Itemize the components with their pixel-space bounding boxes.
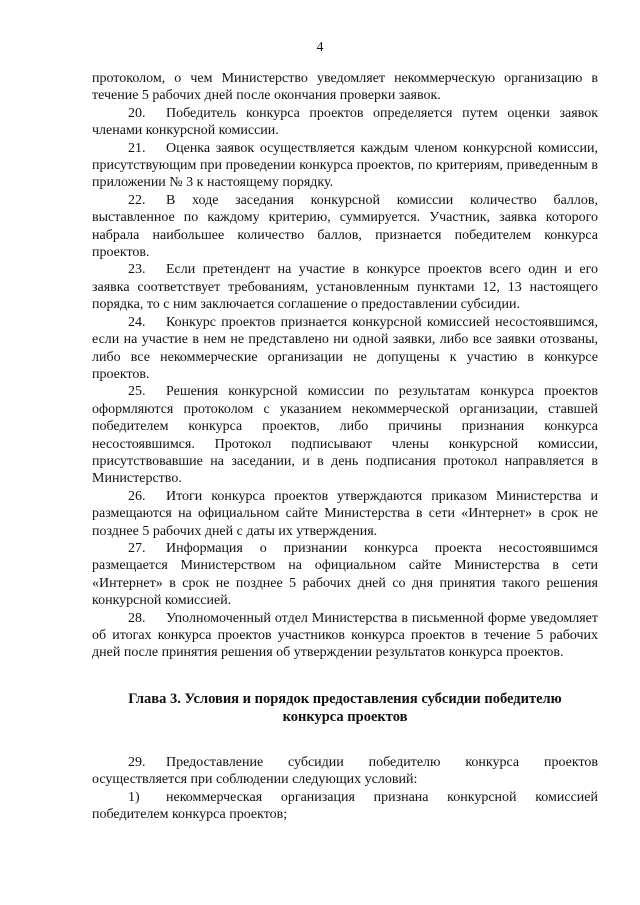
paragraph [92, 140, 598, 192]
paragraph [92, 540, 598, 610]
paragraphs-before-heading [92, 70, 598, 662]
paragraph [92, 314, 598, 384]
paragraph-text: некоммерческая организация признана конкурсной комиссией победителем конкурса проектов; [92, 789, 598, 823]
paragraph [92, 105, 598, 140]
paragraph-number: 25. [128, 384, 146, 400]
paragraph-text: Конкурс проектов признается конкурсной комиссией несостоявшимся, если на участие в нем не представлено ни одной заявки, либо все заявки отозваны, либо все некоммерческие организации не допущены к участию в конкурсе проектов. [92, 314, 598, 382]
paragraph [92, 789, 598, 824]
paragraph [92, 610, 598, 662]
paragraph-text: Информация о признании конкурса проекта несостоявшимся размещается Министерством на официальном сайте Министерства в сети «Интернет» в срок не позднее 5 рабочих дней со дня принятия такого решения конкурсной комиссией. [92, 540, 598, 609]
paragraph-number: 29. [128, 754, 146, 770]
paragraph-text: протоколом, о чем Министерство уведомляет некоммерческую организацию в течение 5 рабочих дней после окончания проверки заявок. [92, 71, 598, 104]
paragraph [92, 754, 598, 789]
paragraphs-after-heading [92, 754, 598, 824]
paragraph-number: 21. [128, 140, 146, 156]
page-number: 4 [316, 40, 324, 55]
paragraph-text: Если претендент на участие в конкурсе проектов всего один и его заявка соответствует требованиям, установленным пунктами 12, 13 настоящего порядка, то с ним заключается соглашение о предоставлении субсидии. [92, 262, 598, 313]
chapter-heading [92, 690, 598, 726]
chapter-heading-line-1: Глава 3. Условия и порядок предоставления субсидии победителю [128, 690, 562, 707]
paragraph-text: Оценка заявок осуществляется каждым членом конкурсной комиссии, присутствующим при проведении конкурса проектов, по критериям, приведенным в приложении № 3 к настоящему порядку. [92, 140, 598, 191]
paragraph-number: 27. [128, 540, 146, 556]
paragraph-number: 23. [128, 262, 146, 278]
paragraph-text: Решения конкурсной комиссии по результатам конкурса проектов оформляются протоколом с указанием некоммерческой организации, ставшей победителем конкурса проектов, либо причины признания конкурса несостоявшимся. Протокол подписывают члены конкурсной комиссии, присутствовавшие на заседании, и в день подписания протокол направляется в Министерство. [92, 384, 598, 487]
paragraph [92, 192, 598, 262]
paragraph-number: 1) [128, 789, 140, 805]
paragraph-number: 22. [128, 192, 146, 208]
paragraph [92, 488, 598, 540]
paragraph-number: 28. [128, 610, 146, 626]
document-body [92, 70, 598, 823]
paragraph-number: 20. [128, 105, 146, 121]
paragraph [92, 70, 598, 105]
paragraph [92, 383, 598, 487]
paragraph-number: 24. [128, 314, 146, 330]
paragraph-text: Итоги конкурса проектов утверждаются приказом Министерства и размещаются на официальном сайте Министерства в сети «Интернет» в срок не позднее 5 рабочих дней с даты их утверждения. [92, 488, 598, 539]
paragraph [92, 261, 598, 313]
paragraph-text: Предоставление субсидии победителю конкурса проектов осуществляется при соблюдении следующих условий: [92, 754, 598, 788]
paragraph-text: Уполномоченный отдел Министерства в письменной форме уведомляет об итогах конкурса проектов участников конкурса проектов в течение 5 рабочих дней после принятия решения об утверждении результатов конкурса проектов. [92, 610, 598, 661]
paragraph-text: В ходе заседания конкурсной комиссии количество баллов, выставленное по каждому критерию, суммируется. Участник, заявка которого набрала наибольшее количество баллов, признается победителем конкурса проектов. [92, 192, 598, 261]
chapter-heading-line-2: конкурса проектов [282, 708, 408, 725]
paragraph-text: Победитель конкурса проектов определяется путем оценки заявок членами конкурсной комиссии. [92, 105, 598, 139]
paragraph-number: 26. [128, 488, 146, 504]
